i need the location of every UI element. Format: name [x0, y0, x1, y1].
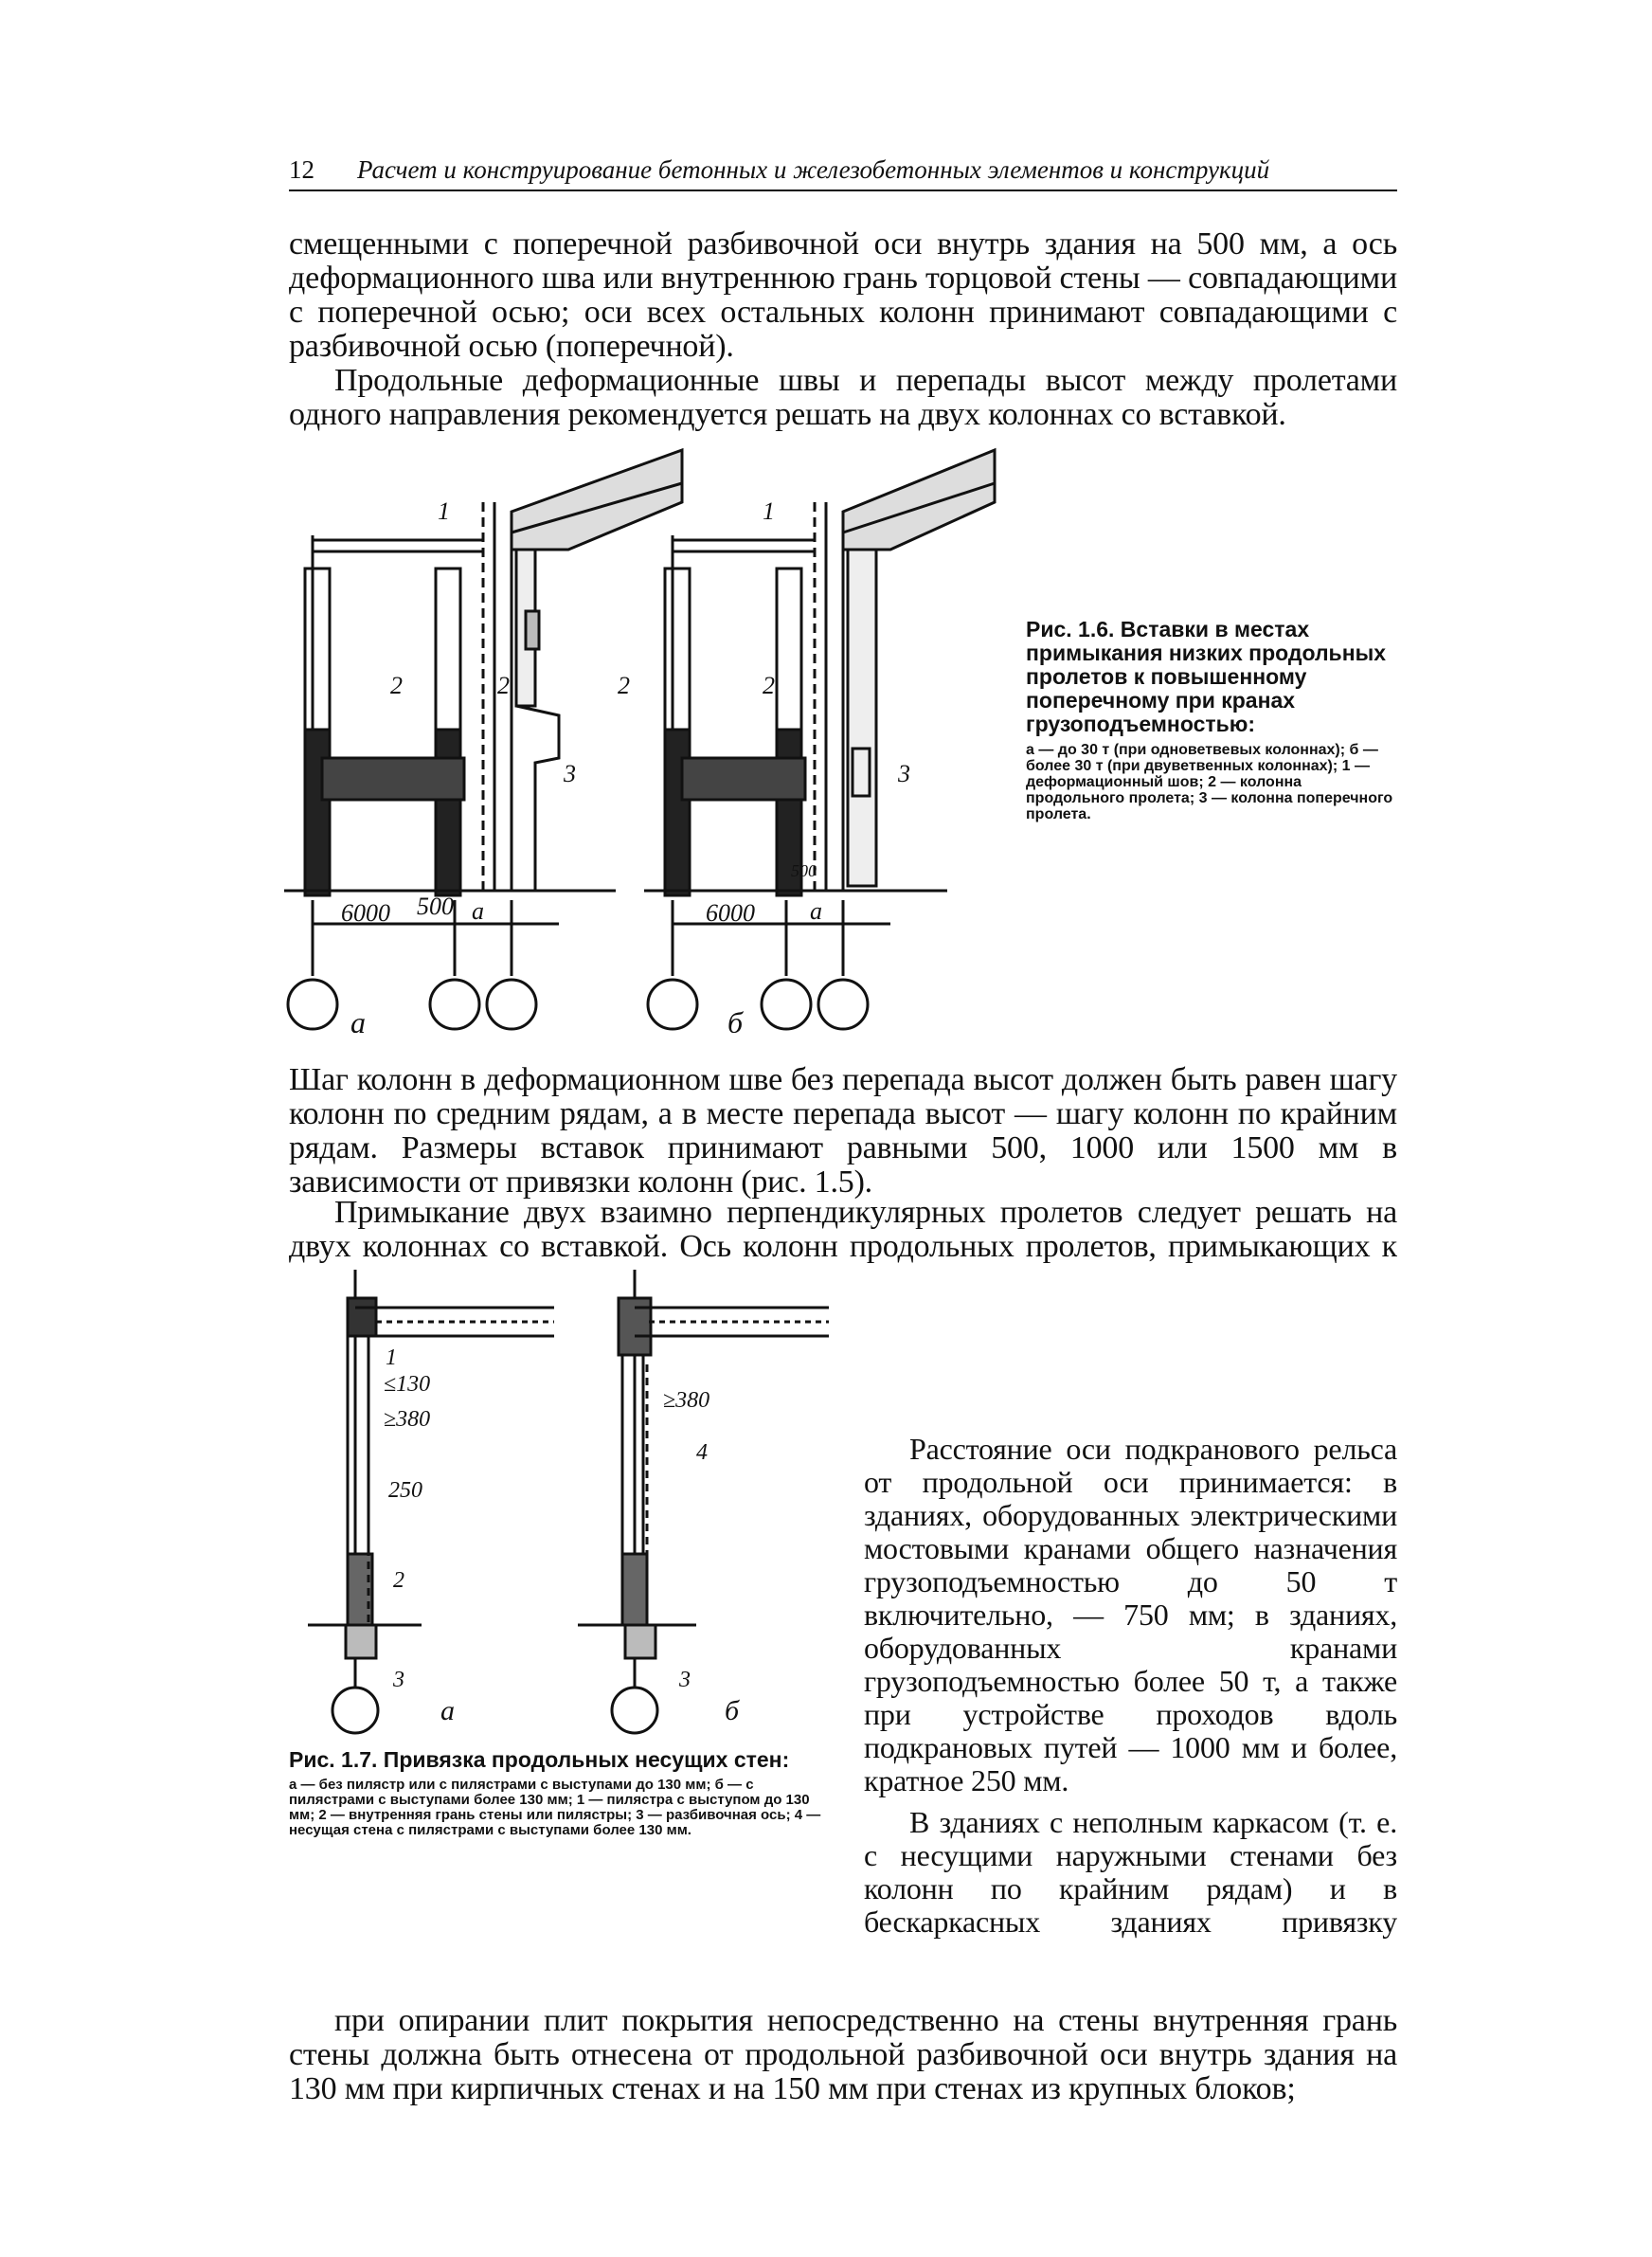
fig7-label-ge380b: ≥380 [663, 1388, 710, 1413]
figure-1-6 [284, 445, 1004, 1033]
figure-1-7-caption [289, 1748, 829, 1838]
fig6-label-3a: 3 [564, 760, 576, 787]
page-number: 12 [289, 155, 314, 184]
paragraph-3: Шаг колонн в деформационном шве без перепада высот должен быть равен шагу колонн по средним рядам, а в месте перепада высот — шагу колонн по крайним рядам. Размеры вставок принимают равными 500, 1000 или 1500 мм в зависимости от привязки колонн (рис. 1.5). [289, 1062, 1397, 1200]
fig7-label-250: 250 [388, 1478, 422, 1503]
fig6-sub-a: а [350, 1005, 366, 1033]
fig6-label-2a1: 2 [390, 672, 403, 699]
running-title: Расчет и конструирование бетонных и железобетонных элементов и конструкций [357, 155, 1270, 184]
fig7-sub-b: б [725, 1695, 740, 1726]
fig7-label-4: 4 [696, 1440, 708, 1465]
figure-1-7 [289, 1270, 843, 1743]
fig6-dim-a-b: a [810, 897, 822, 925]
fig6-dim-500b: 500 [791, 861, 817, 880]
fig6-dim-6000a: 6000 [341, 899, 390, 927]
figure-1-7-caption-title: Рис. 1.7. Привязка продольных несущих стен: [289, 1747, 790, 1772]
figure-1-7-caption-legend: а — без пилястр или с пилястрами с выступами до 130 мм; б — с пилястрами с выступами более 130 мм; 1 — пилястра с выступом до 130 мм; 2 — внутренняя грань стены или пилястры; 3 — разбивочная ось; 4 — несущая стена с пилястрами с выступами более 130 мм. [289, 1777, 821, 1838]
figure-1-6-caption-title: Рис. 1.6. Вставки в местах примыкания низких продольных пролетов к повышенному поперечному при кранах грузоподъемностью: [1026, 617, 1387, 736]
fig7-label-le130: ≤130 [384, 1372, 431, 1397]
fig6-dim-500a: 500 [417, 893, 454, 920]
figure-1-6-drawing [284, 445, 1004, 1033]
fig7-label-3b: 3 [679, 1668, 691, 1692]
fig6-label-2b2: 2 [763, 672, 775, 699]
fig6-label-1a: 1 [438, 497, 450, 525]
paragraph-2: Продольные деформационные швы и перепады высот между пролетами одного направления рекомендуется решать на двух колоннах со вставкой. [289, 363, 1397, 432]
paragraph-4: Примыкание двух взаимно перпендикулярных пролетов следует решать на двух колоннах со вставкой. Ось колонн продольных пролетов, примыкающих к [289, 1196, 1397, 1264]
fig7-label-2: 2 [393, 1568, 404, 1593]
fig6-sub-b: б [727, 1005, 744, 1033]
fig7-sub-a: а [440, 1695, 455, 1726]
paragraph-7: при опирании плит покрытия непосредственно на стены внутренняя грань стены должна быть отнесена от продольной разбивочной оси внутрь здания на 130 мм при кирпичных стенах и на 150 мм при стенах из крупных блоков; [289, 2003, 1397, 2106]
paragraph-5: Расстояние оси подкранового рельса от продольной оси принимается: в зданиях, оборудованных электрическими мостовыми кранами общего назначения грузоподъемностью до 50 т включительно, — 750 мм; в зданиях, оборудованных кранами грузоподъемностью более 50 т, а также при устройстве проходов вдоль подкрановых путей — 1000 мм и более, кратное 250 мм. [864, 1432, 1397, 1797]
paragraph-1: смещенными с поперечной разбивочной оси внутрь здания на 500 мм, а ось деформационного шва или внутреннюю грань торцовой стены — совпадающими с поперечной осью; оси всех остальных колонн принимают совпадающими с разбивочной осью (поперечной). [289, 226, 1397, 364]
fig6-dim-6000b: 6000 [706, 899, 755, 927]
fig6-dim-a-a: a [472, 897, 484, 925]
fig7-label-ge380a: ≥380 [384, 1407, 431, 1432]
figure-1-6-caption [1026, 618, 1395, 822]
fig7-label-3a: 3 [393, 1668, 404, 1692]
fig6-label-3b: 3 [898, 760, 910, 787]
fig6-label-1b: 1 [763, 497, 775, 525]
fig6-label-2a2: 2 [497, 672, 510, 699]
fig7-label-1: 1 [386, 1345, 397, 1370]
fig6-label-2b1: 2 [618, 672, 630, 699]
figure-1-6-caption-legend: а — до 30 т (при одноветвевых колоннах); б — более 30 т (при двуветвенных колоннах); 1 — деформационный шов; 2 — колонна продольного пролета; 3 — колонна поперечного пролета. [1026, 742, 1393, 822]
running-header [289, 152, 1397, 191]
paragraph-6: В зданиях с неполным каркасом (т. е. с несущими наружными стенами без колонн по крайним рядам) и в бескаркасных зданиях привязку [864, 1806, 1397, 1939]
figure-1-7-drawing [289, 1270, 843, 1743]
